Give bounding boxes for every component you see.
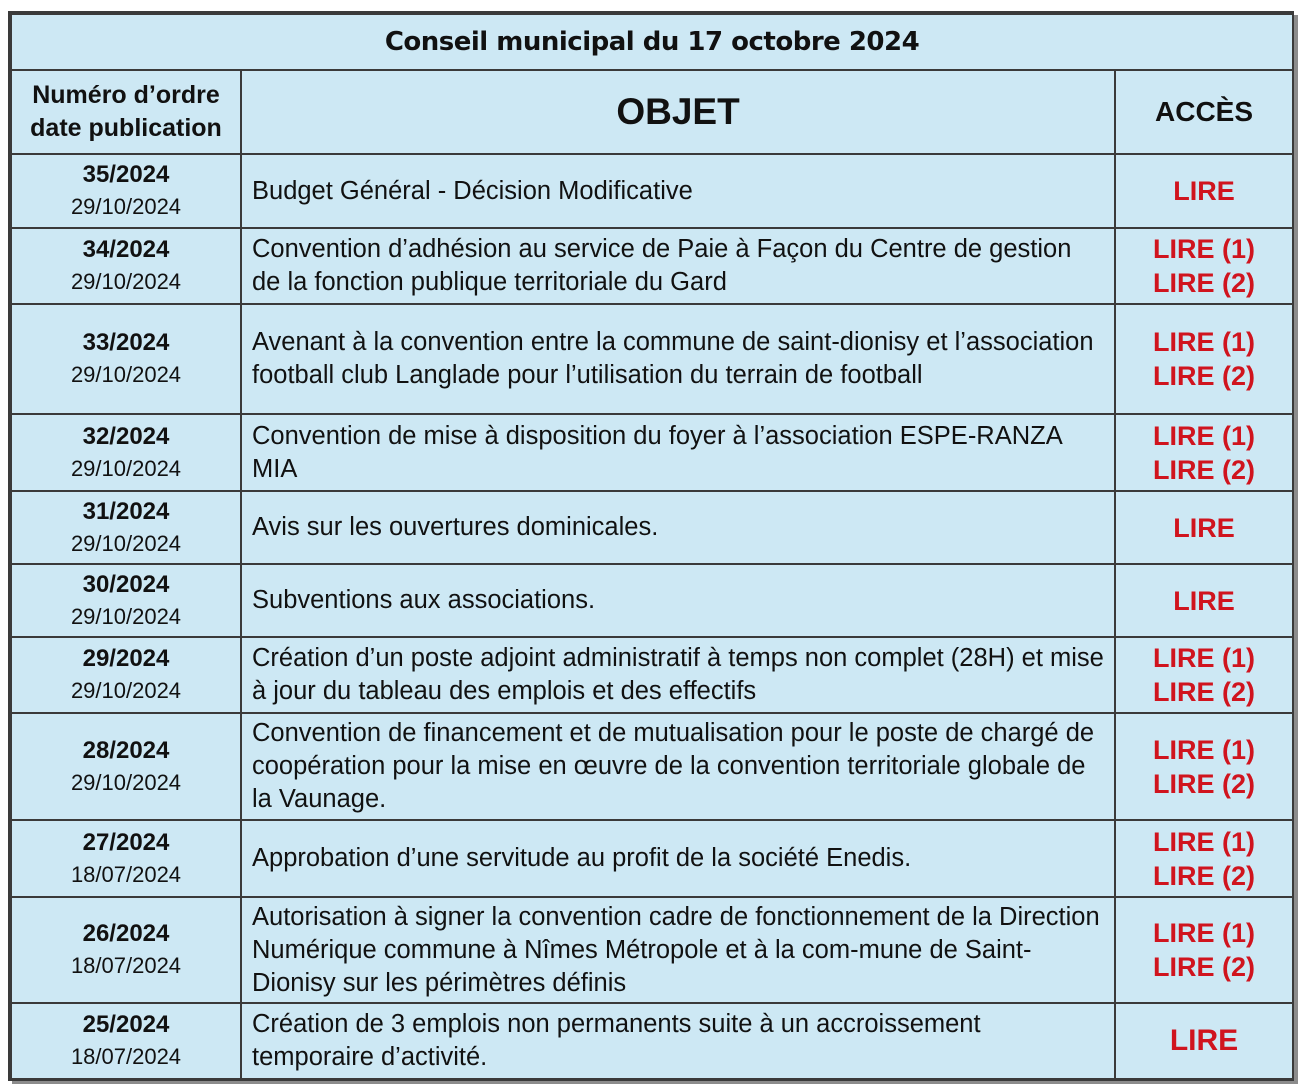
- acces-cell: [1115, 1003, 1293, 1079]
- numero-ordre: 28/2024: [82, 736, 170, 764]
- numero-cell: [11, 304, 241, 414]
- lire-link-1[interactable]: LIRE (1): [1153, 327, 1256, 357]
- table-row: [11, 491, 1293, 564]
- lire-link[interactable]: LIRE: [1173, 585, 1235, 616]
- numero-ordre: 26/2024: [82, 920, 170, 947]
- date-publication: 29/10/2024: [70, 455, 182, 481]
- lire-link-2[interactable]: LIRE (2): [1153, 952, 1256, 982]
- lire-link[interactable]: LIRE: [1169, 1024, 1239, 1057]
- acces-cell: [1115, 564, 1293, 637]
- decisions-table-panel: [8, 11, 1294, 1081]
- lire-link-2[interactable]: LIRE (2): [1153, 454, 1256, 485]
- acces-cell: [1115, 713, 1293, 820]
- acces-cell: [1115, 228, 1293, 304]
- objet-text: Budget Général - Décision Modificative: [241, 154, 1115, 228]
- numero-cell: [11, 564, 241, 637]
- table-title: Conseil municipal du 17 octobre 2024: [11, 14, 1293, 70]
- objet-text: Création de 3 emplois non permanents suite à un accroissement temporaire d’activité.: [241, 1003, 1115, 1079]
- lire-link[interactable]: LIRE: [1173, 176, 1235, 206]
- objet-text: Avenant à la convention entre la commune de saint-dionisy et l’association football club Langlade pour l’utilisation du terrain de football: [241, 304, 1115, 414]
- acces-cell: [1115, 491, 1293, 564]
- lire-link-1[interactable]: LIRE (1): [1153, 826, 1256, 857]
- objet-text: Avis sur les ouvertures dominicales.: [241, 491, 1115, 564]
- header-acces: ACCÈS: [1115, 70, 1293, 154]
- lire-link-2[interactable]: LIRE (2): [1153, 860, 1256, 891]
- date-publication: 29/10/2024: [70, 603, 182, 629]
- lire-link[interactable]: LIRE: [1173, 512, 1235, 543]
- lire-link-1[interactable]: LIRE (1): [1153, 420, 1256, 451]
- table-row: [11, 713, 1293, 820]
- table-row: [11, 564, 1293, 637]
- numero-cell: [11, 491, 241, 564]
- numero-ordre: 32/2024: [82, 422, 170, 450]
- numero-cell: [11, 820, 241, 897]
- objet-text: Convention d’adhésion au service de Paie à Façon du Centre de gestion de la fonction publique territoriale du Gard: [241, 228, 1115, 304]
- date-publication: 29/10/2024: [70, 769, 182, 795]
- table-body: [11, 154, 1293, 1079]
- numero-cell: [11, 637, 241, 713]
- table-row: [11, 897, 1293, 1003]
- objet-text: Autorisation à signer la convention cadre de fonctionnement de la Direction Numérique commune à Nîmes Métropole et à la com-mune de Saint-Dionisy sur les périmètres définis: [241, 897, 1115, 1003]
- lire-link-2[interactable]: LIRE (2): [1153, 268, 1256, 298]
- objet-text: Approbation d’une servitude au profit de la société Enedis.: [241, 820, 1115, 897]
- numero-ordre: 34/2024: [82, 236, 170, 263]
- acces-cell: [1115, 820, 1293, 897]
- header-numero: [11, 70, 241, 154]
- date-publication: 18/07/2024: [70, 861, 182, 887]
- acces-cell: [1115, 897, 1293, 1003]
- date-publication: 29/10/2024: [70, 678, 182, 703]
- objet-text: Convention de financement et de mutualisation pour le poste de chargé de coopération pour la mise en œuvre de la convention territoriale globale de la Vaunage.: [241, 713, 1115, 820]
- lire-link-1[interactable]: LIRE (1): [1153, 734, 1256, 765]
- numero-ordre: 31/2024: [82, 497, 170, 525]
- objet-text: Création d’un poste adjoint administratif à temps non complet (28H) et mise à jour du tableau des emplois et des effectifs: [241, 637, 1115, 713]
- table-row: [11, 228, 1293, 304]
- lire-link-2[interactable]: LIRE (2): [1153, 768, 1256, 799]
- numero-cell: [11, 154, 241, 228]
- acces-cell: [1115, 304, 1293, 414]
- numero-ordre: 29/2024: [82, 645, 170, 672]
- acces-cell: [1115, 637, 1293, 713]
- objet-text: Subventions aux associations.: [241, 564, 1115, 637]
- numero-ordre: 27/2024: [82, 828, 170, 856]
- lire-link-1[interactable]: LIRE (1): [1153, 918, 1256, 948]
- numero-cell: [11, 897, 241, 1003]
- table-row: [11, 304, 1293, 414]
- numero-ordre: 33/2024: [82, 329, 170, 356]
- numero-cell: [11, 713, 241, 820]
- header-numero-label: Numéro d’ordre: [32, 81, 220, 109]
- table-row: [11, 637, 1293, 713]
- objet-text: Convention de mise à disposition du foyer à l’association ESPE-RANZA MIA: [241, 414, 1115, 491]
- numero-ordre: 30/2024: [82, 570, 170, 598]
- lire-link-1[interactable]: LIRE (1): [1153, 234, 1256, 264]
- date-publication: 29/10/2024: [70, 194, 182, 219]
- numero-ordre: 25/2024: [82, 1011, 170, 1038]
- header-objet: OBJET: [241, 70, 1115, 154]
- date-publication: 18/07/2024: [70, 1044, 182, 1069]
- table-row: [11, 154, 1293, 228]
- numero-ordre: 35/2024: [82, 161, 170, 188]
- date-publication: 29/10/2024: [70, 269, 182, 294]
- lire-link-1[interactable]: LIRE (1): [1153, 643, 1256, 673]
- lire-link-2[interactable]: LIRE (2): [1153, 677, 1256, 707]
- table-row: [11, 1003, 1293, 1079]
- lire-link-2[interactable]: LIRE (2): [1153, 361, 1256, 391]
- table-row: [11, 820, 1293, 897]
- numero-cell: [11, 414, 241, 491]
- date-publication: 18/07/2024: [70, 953, 182, 978]
- numero-cell: [11, 228, 241, 304]
- table-row: [11, 414, 1293, 491]
- header-date-label: date publication: [30, 114, 222, 142]
- date-publication: 29/10/2024: [70, 362, 182, 387]
- numero-cell: [11, 1003, 241, 1079]
- acces-cell: [1115, 414, 1293, 491]
- decisions-table: [10, 13, 1294, 1080]
- acces-cell: [1115, 154, 1293, 228]
- date-publication: 29/10/2024: [70, 530, 182, 556]
